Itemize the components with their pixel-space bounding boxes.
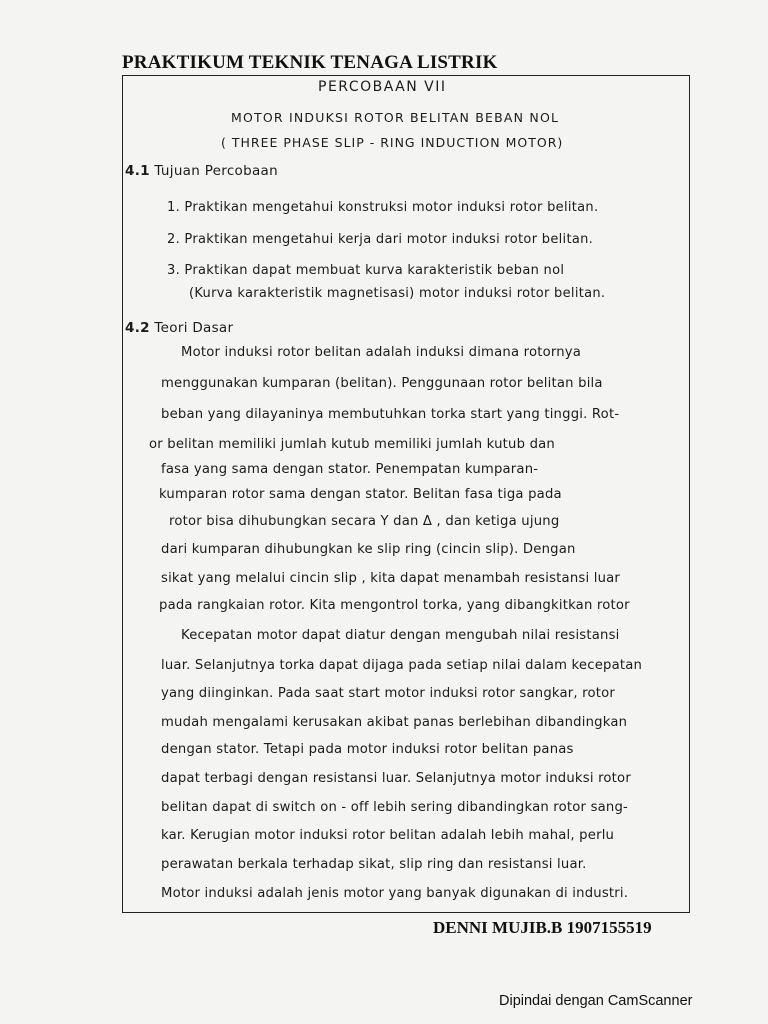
theory-line: kar. Kerugian motor induksi rotor belitan adalah lebih mahal, perlu bbox=[161, 828, 615, 843]
theory-line: Motor induksi rotor belitan adalah induksi dimana rotornya bbox=[181, 345, 582, 360]
theory-line: belitan dapat di switch on - off lebih sering dibandingkan rotor sang- bbox=[161, 800, 629, 815]
experiment-number: PERCOBAAN VII bbox=[318, 79, 447, 95]
theory-line: menggunakan kumparan (belitan). Penggunaan rotor belitan bila bbox=[161, 376, 603, 391]
objective-item: 1. Praktikan mengetahui konstruksi motor induksi rotor belitan. bbox=[167, 200, 599, 215]
theory-line: mudah mengalami kerusakan akibat panas berlebihan dibandingkan bbox=[161, 715, 628, 730]
theory-line: sikat yang melalui cincin slip , kita dapat menambah resistansi luar bbox=[161, 571, 621, 586]
theory-line: luar. Selanjutnya torka dapat dijaga pada setiap nilai dalam kecepatan bbox=[161, 658, 643, 673]
section-title: Tujuan Percobaan bbox=[154, 163, 278, 179]
theory-line: dari kumparan dihubungkan ke slip ring (cincin slip). Dengan bbox=[161, 542, 576, 557]
theory-line: kumparan rotor sama dengan stator. Belitan fasa tiga pada bbox=[159, 487, 562, 502]
objective-item: 3. Praktikan dapat membuat kurva karakteristik beban nol bbox=[167, 263, 565, 278]
theory-line: or belitan memiliki jumlah kutub memiliki jumlah kutub dan bbox=[149, 437, 555, 452]
author-name: DENNI MUJIB.B 1907155519 bbox=[433, 918, 652, 937]
theory-line: dapat terbagi dengan resistansi luar. Selanjutnya motor induksi rotor bbox=[161, 771, 631, 786]
section-number: 4.2 bbox=[125, 320, 150, 336]
theory-line: yang diinginkan. Pada saat start motor induksi rotor sangkar, rotor bbox=[161, 686, 616, 701]
theory-line: beban yang dilayaninya membutuhkan torka start yang tinggi. Rot- bbox=[161, 407, 620, 422]
section-number: 4.1 bbox=[125, 163, 150, 179]
theory-line: pada rangkaian rotor. Kita mengontrol torka, yang dibangkitkan rotor bbox=[159, 598, 630, 613]
theory-line: Kecepatan motor dapat diatur dengan mengubah nilai resistansi bbox=[181, 628, 620, 643]
theory-line: perawatan berkala terhadap sikat, slip ring dan resistansi luar. bbox=[161, 857, 587, 872]
theory-line: rotor bisa dihubungkan secara Y dan Δ , dan ketiga ujung bbox=[169, 514, 560, 529]
document-frame bbox=[122, 75, 690, 913]
objective-item-continued: (Kurva karakteristik magnetisasi) motor induksi rotor belitan. bbox=[189, 286, 606, 301]
experiment-subtitle: ( THREE PHASE SLIP - RING INDUCTION MOTOR) bbox=[221, 135, 564, 150]
theory-line: dengan stator. Tetapi pada motor induksi rotor belitan panas bbox=[161, 742, 574, 757]
experiment-title: MOTOR INDUKSI ROTOR BELITAN BEBAN NOL bbox=[231, 110, 560, 125]
page-header: PRAKTIKUM TEKNIK TENAGA LISTRIK bbox=[122, 52, 498, 73]
theory-line: Motor induksi adalah jenis motor yang banyak digunakan di industri. bbox=[161, 886, 629, 901]
theory-line: fasa yang sama dengan stator. Penempatan kumparan- bbox=[161, 462, 539, 477]
section-heading-objectives bbox=[125, 163, 278, 179]
objective-item: 2. Praktikan mengetahui kerja dari motor induksi rotor belitan. bbox=[167, 232, 594, 247]
scanner-watermark: Dipindai dengan CamScanner bbox=[499, 993, 693, 1009]
section-heading-theory bbox=[125, 320, 233, 336]
section-title: Teori Dasar bbox=[154, 320, 234, 336]
